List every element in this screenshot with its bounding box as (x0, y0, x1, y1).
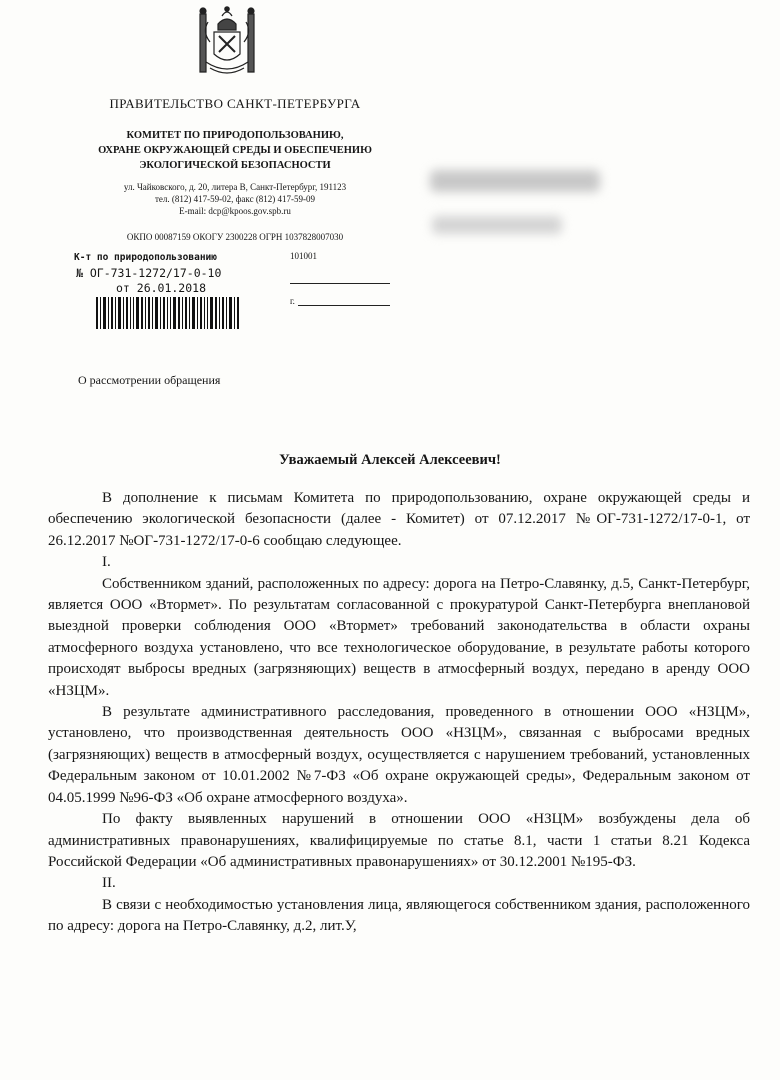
section-heading-2: II. (102, 875, 116, 892)
section-heading-1: I. (102, 554, 111, 571)
registration-org: К-т по природопользованию (74, 252, 217, 263)
paragraph-owner: Собственником зданий, расположенных по адресу: дорога на Петро-Славянку, д.5, Санкт-Петербург, является ООО «Втормет». По результатам согласованной с прокуратурой Санкт-Петербурга внеплановой выездной проверки соблюдения ООО «Втормет» требований законодательства в области охраны атмосферного воздуха установлено, что все технологическое оборудование, в результате работы которого происходят выбросы вредных (загрязняющих) веществ в атмосферный воздух, передано в аренду ООО «НЗЦМ». (48, 575, 750, 699)
committee-name-line-2: ОХРАНЕ ОКРУЖАЮЩЕЙ СРЕДЫ И ОБЕСПЕЧЕНИЮ (98, 145, 372, 156)
recipient-name-redacted (430, 170, 600, 192)
coat-of-arms-emblem (192, 2, 262, 82)
barcode (96, 297, 240, 329)
recipient-email-redacted (432, 216, 562, 234)
registration-number: № ОГ-731-1272/17-0-10 (76, 266, 222, 280)
greeting: Уважаемый Алексей Алексеевич! (279, 452, 501, 468)
phone-fax-line: тел. (812) 417-59-02, факс (812) 417-59-09 (154, 194, 316, 204)
date-field-underline (298, 305, 390, 306)
paragraph-violations: По факту выявленных нарушений в отношении ООО «НЗЦМ» возбуждены дела об административных правонарушениях, квалифицируемые по статье 8.1, части 1 статьи 8.21 Кодекса Российской Федерации «Об административных правонарушениях» от 30.12.2001 №195-ФЗ. (48, 811, 750, 870)
email-line: E-mail: dcp@kpoos.gov.spb.ru (179, 206, 291, 216)
date-field-prefix: г. (290, 296, 295, 306)
address-line-1: ул. Чайковского, д. 20, литера В, Санкт-Петербург, 191123 (123, 182, 347, 192)
committee-name-line-1: КОМИТЕТ ПО ПРИРОДОПОЛЬЗОВАНИЮ, (126, 130, 344, 141)
paragraph-intro: В дополнение к письмам Комитета по природопользованию, охране окружающей среды и обеспечению экологической безопасности (далее - Комитет) от 07.12.2017 №ОГ-731-1272/17-0-1, от 26.12.2017 №ОГ-731-1272/17-0-6 сообщаю следующее. (48, 490, 750, 549)
government-title: ПРАВИТЕЛЬСТВО САНКТ-ПЕТЕРБУРГА (109, 96, 361, 111)
outgoing-number-field: 101001 (290, 251, 317, 261)
registration-date: от 26.01.2018 (116, 281, 207, 295)
paragraph-continuation: В связи с необходимостью установления лица, являющегося собственником здания, расположенного по адресу: дорога на Петро-Славянку, д.2, лит.У, (48, 896, 750, 935)
committee-name-line-3: ЭКОЛОГИЧЕСКОЙ БЕЗОПАСНОСТИ (139, 160, 331, 171)
letter-body (48, 488, 750, 937)
paragraph-investigation: В результате административного расследования, проведенного в отношении ООО «НЗЦМ», установлено, что производственная деятельность ООО «НЗЦМ», связанная с выбросами вредных (загрязняющих) веществ в атмосферный воздух, осуществляется с нарушением требований, установленных Федеральным законом от 10.01.2002 №7-ФЗ «Об охране окружающей среды», Федеральным законом от 04.05.1999 №96-ФЗ «Об охране атмосферного воздуха». (48, 704, 750, 806)
letter-subject: О рассмотрении обращения (78, 373, 221, 387)
registry-codes: ОКПО 00087159 ОКОГУ 2300228 ОГРН 1037828007030 (126, 232, 344, 242)
number-field-underline (290, 283, 390, 284)
